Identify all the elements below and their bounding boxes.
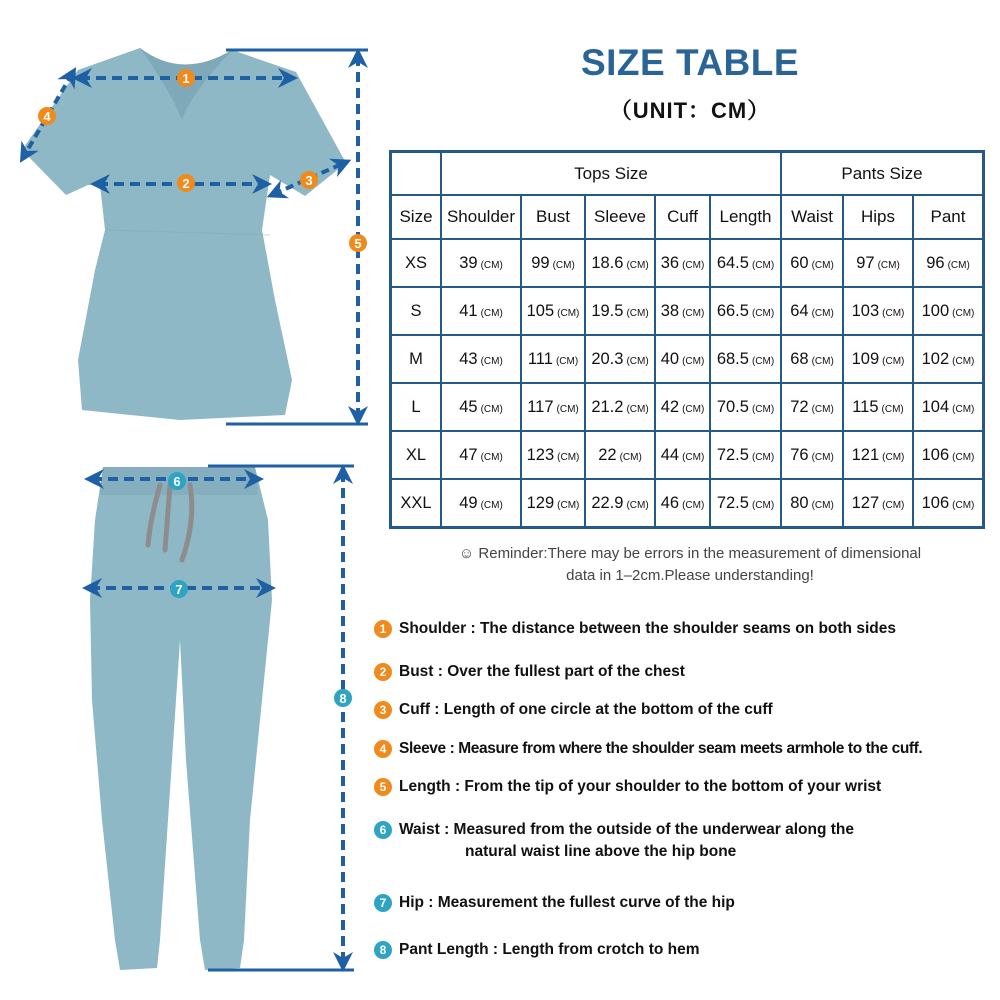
- measurement-cell: 68 (CM): [781, 335, 843, 383]
- number-badge-icon: 2: [374, 663, 392, 681]
- measurement-cell: 46 (CM): [655, 479, 710, 528]
- unit-subtitle: （UNIT：CM）: [609, 98, 771, 123]
- tops-size-header: Tops Size: [441, 152, 781, 196]
- number-badge-icon: 8: [374, 941, 392, 959]
- col-length: Length: [710, 195, 781, 239]
- col-sleeve: Sleeve: [585, 195, 655, 239]
- measurement-cell: 64 (CM): [781, 287, 843, 335]
- size-label: S: [391, 287, 442, 335]
- measurement-cell: 38 (CM): [655, 287, 710, 335]
- size-label: M: [391, 335, 442, 383]
- measurement-cell: 123 (CM): [521, 431, 585, 479]
- measurement-cell: 76 (CM): [781, 431, 843, 479]
- measurement-cell: 72.5 (CM): [710, 431, 781, 479]
- garment-illustration: [0, 0, 380, 1000]
- size-label: L: [391, 383, 442, 431]
- measurement-cell: 103 (CM): [843, 287, 913, 335]
- measurement-cell: 40 (CM): [655, 335, 710, 383]
- measurement-cell: 66.5 (CM): [710, 287, 781, 335]
- marker-8: 8: [334, 689, 352, 707]
- legend-pant-length: 8 Pant Length : Length from crotch to hem: [374, 941, 700, 961]
- measurement-cell: 39 (CM): [441, 239, 521, 287]
- number-badge-icon: 5: [374, 778, 392, 796]
- size-table: [389, 150, 985, 529]
- measurement-cell: 18.6 (CM): [585, 239, 655, 287]
- measurement-cell: 121 (CM): [843, 431, 913, 479]
- reminder-note: [400, 543, 980, 587]
- page-title: SIZE TABLE: [580, 42, 800, 83]
- table-row: [391, 431, 984, 479]
- table-row: [391, 383, 984, 431]
- measurement-cell: 72.5 (CM): [710, 479, 781, 528]
- size-label: XL: [391, 431, 442, 479]
- legend-bust: 2 Bust : Over the fullest part of the chest: [374, 663, 685, 683]
- col-pant: Pant: [913, 195, 984, 239]
- measurement-cell: 104 (CM): [913, 383, 984, 431]
- measurement-cell: 60 (CM): [781, 239, 843, 287]
- measurement-cell: 47 (CM): [441, 431, 521, 479]
- measurement-cell: 105 (CM): [521, 287, 585, 335]
- measurement-cell: 102 (CM): [913, 335, 984, 383]
- measurement-cell: 68.5 (CM): [710, 335, 781, 383]
- measurement-cell: 97 (CM): [843, 239, 913, 287]
- measurement-cell: 45 (CM): [441, 383, 521, 431]
- measurement-cell: 96 (CM): [913, 239, 984, 287]
- marker-1: 1: [177, 69, 195, 87]
- legend-shoulder: 1 Shoulder : The distance between the shoulder seams on both sides: [374, 620, 896, 640]
- number-badge-icon: 4: [374, 740, 392, 758]
- col-waist: Waist: [781, 195, 843, 239]
- col-shoulder: Shoulder: [441, 195, 521, 239]
- table-row: [391, 479, 984, 528]
- number-badge-icon: 7: [374, 894, 392, 912]
- marker-2: 2: [177, 174, 195, 192]
- measurement-cell: 80 (CM): [781, 479, 843, 528]
- measurement-cell: 100 (CM): [913, 287, 984, 335]
- measurement-cell: 64.5 (CM): [710, 239, 781, 287]
- measurement-cell: 41 (CM): [441, 287, 521, 335]
- measurement-cell: 19.5 (CM): [585, 287, 655, 335]
- corner-cell: [391, 152, 442, 196]
- measurement-cell: 127 (CM): [843, 479, 913, 528]
- measurement-cell: 109 (CM): [843, 335, 913, 383]
- table-row: [391, 287, 984, 335]
- measurement-cell: 36 (CM): [655, 239, 710, 287]
- measurement-cell: 22.9 (CM): [585, 479, 655, 528]
- col-cuff: Cuff: [655, 195, 710, 239]
- number-badge-icon: 3: [374, 701, 392, 719]
- measurement-cell: 22 (CM): [585, 431, 655, 479]
- legend-sleeve: 4 Sleeve : Measure from where the shoulder seam meets armhole to the cuff.: [374, 740, 922, 760]
- reminder-line-1: Reminder:There may be errors in the measurement of dimensional: [478, 545, 922, 562]
- measurement-cell: 72 (CM): [781, 383, 843, 431]
- marker-5: 5: [349, 234, 367, 252]
- col-size: Size: [391, 195, 442, 239]
- measurement-cell: 129 (CM): [521, 479, 585, 528]
- pants-size-header: Pants Size: [781, 152, 984, 196]
- measurement-cell: 44 (CM): [655, 431, 710, 479]
- measurement-cell: 99 (CM): [521, 239, 585, 287]
- col-hips: Hips: [843, 195, 913, 239]
- legend-hip: 7 Hip : Measurement the fullest curve of the hip: [374, 894, 735, 914]
- size-label: XXL: [391, 479, 442, 528]
- scrub-pants-image: [90, 467, 272, 970]
- table-row: [391, 239, 984, 287]
- measurement-cell: 70.5 (CM): [710, 383, 781, 431]
- table-row: [391, 335, 984, 383]
- measurement-cell: 43 (CM): [441, 335, 521, 383]
- column-header-row: [391, 195, 984, 239]
- measurement-cell: 106 (CM): [913, 479, 984, 528]
- scrub-top-image: [22, 48, 346, 420]
- smiley-icon: ☺: [458, 545, 475, 562]
- marker-3: 3: [300, 171, 318, 189]
- measurement-cell: 42 (CM): [655, 383, 710, 431]
- marker-4: 4: [38, 107, 56, 125]
- marker-6: 6: [168, 472, 186, 490]
- measurement-cell: 20.3 (CM): [585, 335, 655, 383]
- marker-7: 7: [170, 580, 188, 598]
- size-label: XS: [391, 239, 442, 287]
- number-badge-icon: 1: [374, 620, 392, 638]
- measurement-cell: 106 (CM): [913, 431, 984, 479]
- legend-length: 5 Length : From the tip of your shoulder to the bottom of your wrist: [374, 778, 881, 798]
- legend-cuff: 3 Cuff : Length of one circle at the bottom of the cuff: [374, 701, 773, 721]
- col-bust: Bust: [521, 195, 585, 239]
- measurement-cell: 21.2 (CM): [585, 383, 655, 431]
- legend-waist: 6 Waist : Measured from the outside of the underwear along the natural waist line above the hip bone: [374, 821, 854, 863]
- measurement-cell: 115 (CM): [843, 383, 913, 431]
- reminder-line-2: data in 1–2cm.Please understanding!: [566, 567, 814, 584]
- measurement-cell: 49 (CM): [441, 479, 521, 528]
- measurement-cell: 111 (CM): [521, 335, 585, 383]
- number-badge-icon: 6: [374, 821, 392, 839]
- measurement-cell: 117 (CM): [521, 383, 585, 431]
